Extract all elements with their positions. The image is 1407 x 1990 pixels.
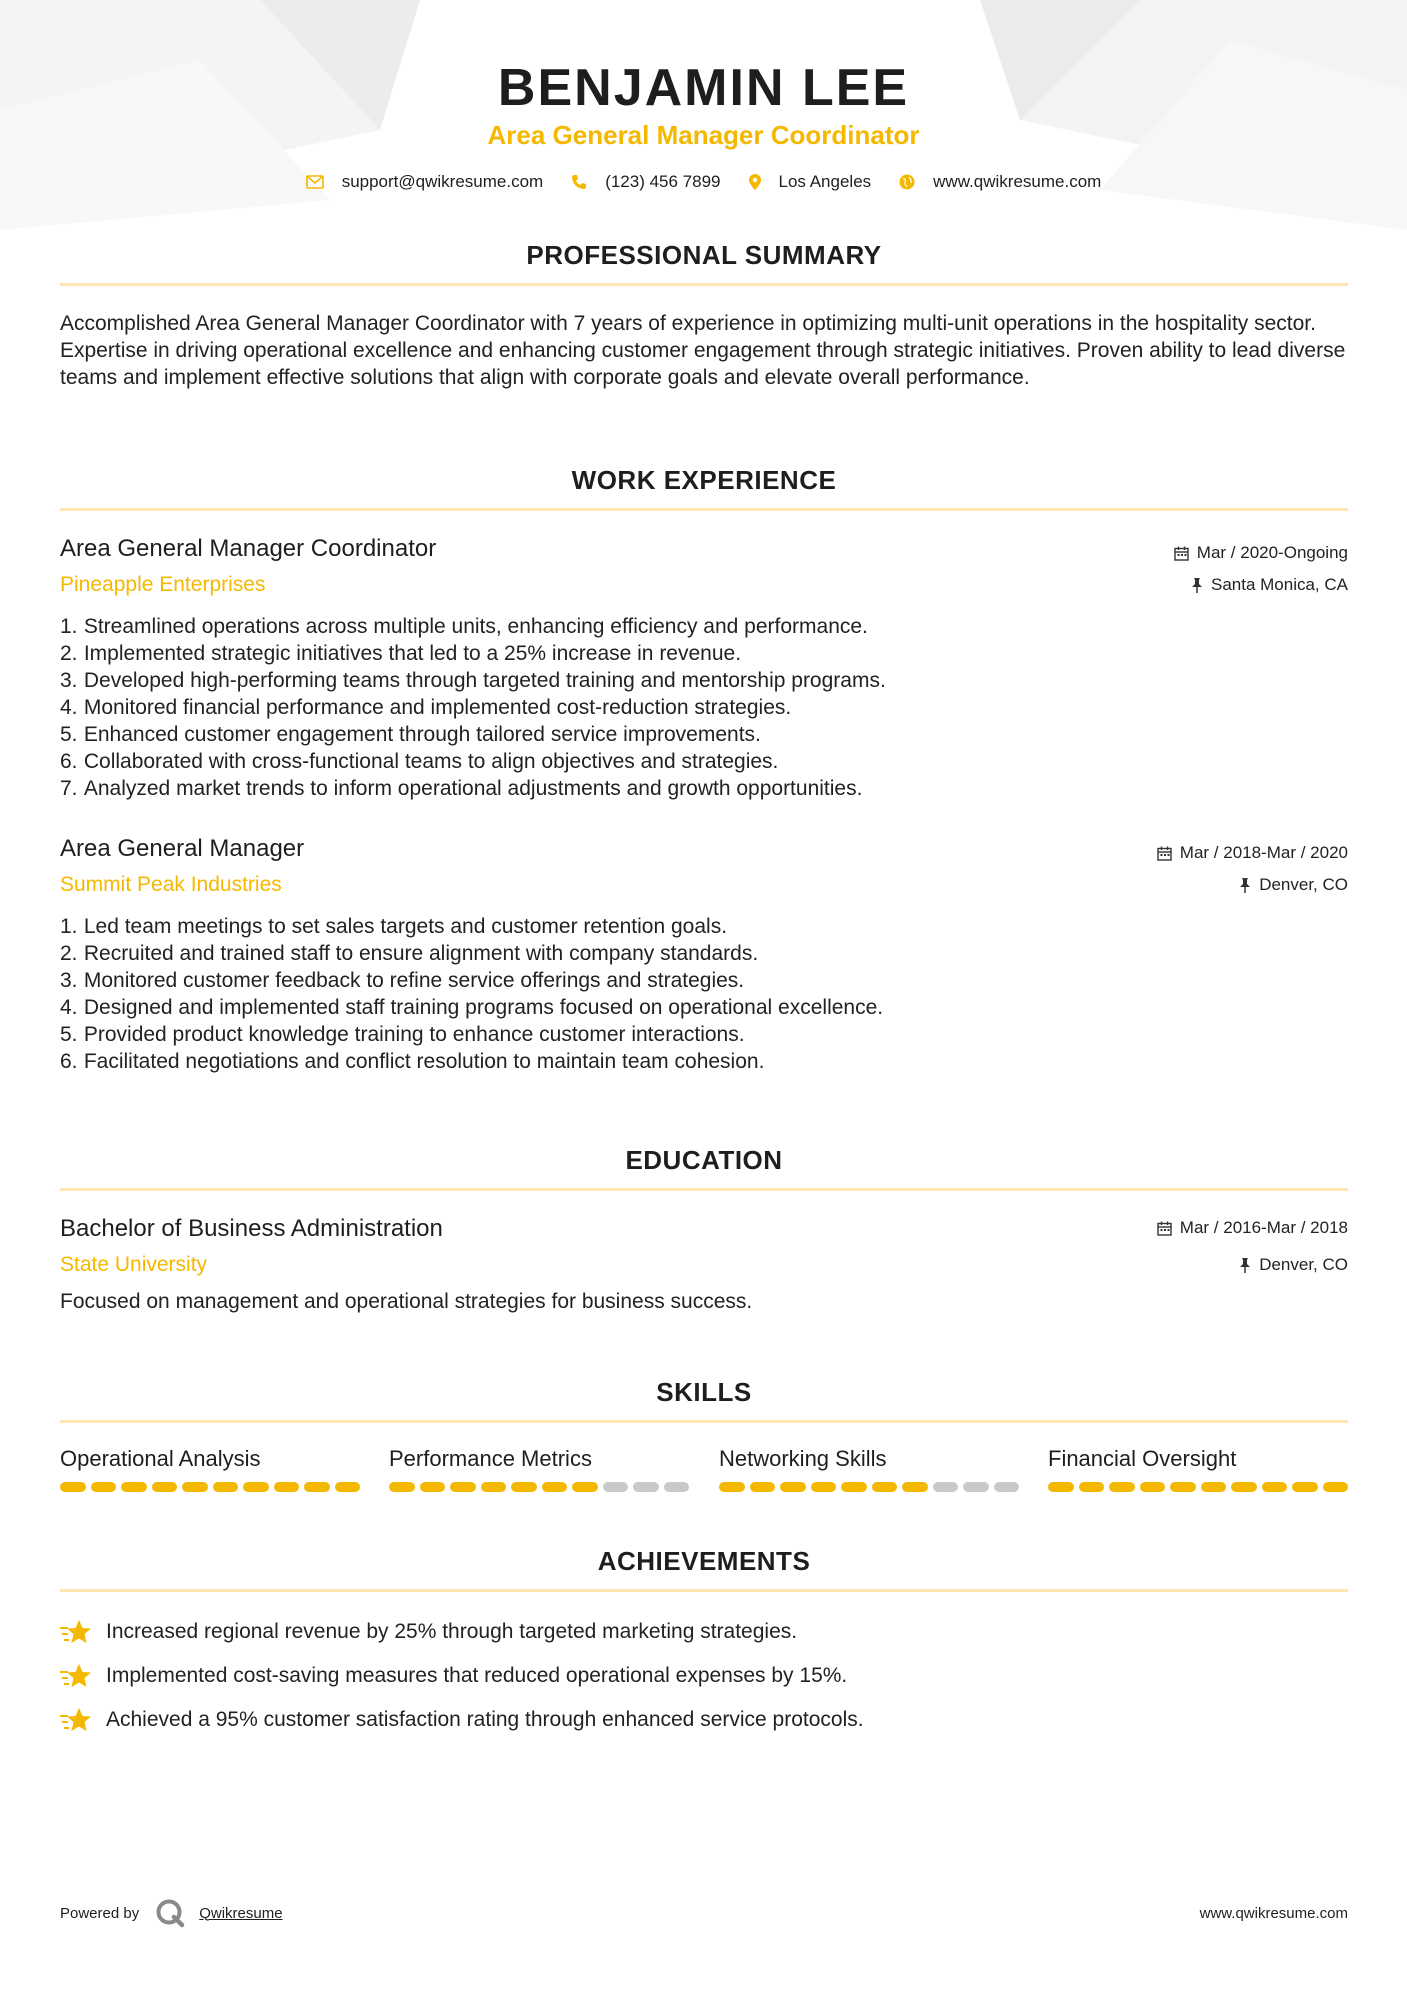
section-divider (60, 1589, 1348, 1592)
candidate-name: BENJAMIN LEE (497, 59, 910, 117)
contact-email[interactable] (306, 172, 544, 192)
list-item: 3. Developed high-performing teams through targeted training and mentorship programs. (60, 669, 886, 692)
contact-website[interactable] (899, 172, 1101, 192)
contact-bar (0, 172, 1407, 192)
education-location (1239, 1255, 1348, 1275)
skill-dot (933, 1482, 959, 1492)
skill-dot (664, 1482, 690, 1492)
skill-name: Operational Analysis (60, 1446, 261, 1471)
skill-dot (1201, 1482, 1227, 1492)
mail-icon (306, 175, 324, 189)
skill-dot (542, 1482, 568, 1492)
job-dates (1174, 543, 1348, 563)
skill-dot (811, 1482, 837, 1492)
list-item: 6. Facilitated negotiations and conflict resolution to maintain team cohesion. (60, 1050, 765, 1073)
achievement-item (60, 1618, 797, 1646)
skill-name: Financial Oversight (1048, 1446, 1237, 1471)
skill-rating (60, 1482, 360, 1492)
footer-brand-link[interactable]: Qwikresume (199, 1904, 283, 1922)
pushpin-icon (1239, 1258, 1251, 1273)
list-item: 6. Collaborated with cross-functional teams to align objectives and strategies. (60, 750, 779, 773)
star-icon (60, 1662, 92, 1690)
star-icon (60, 1618, 92, 1646)
skill-dot (963, 1482, 989, 1492)
skill-dot (213, 1482, 239, 1492)
skill-item (719, 1446, 1019, 1492)
skill-dot (304, 1482, 330, 1492)
pushpin-icon (1239, 878, 1251, 893)
skill-dot (182, 1482, 208, 1492)
skill-dot (1170, 1482, 1196, 1492)
phone-icon (571, 174, 587, 190)
powered-by-label: Powered by (60, 1904, 140, 1922)
skill-dot (60, 1482, 86, 1492)
job-bullets (60, 913, 1348, 1075)
achievement-text: Implemented cost-saving measures that reduced operational expenses by 15%. (106, 1664, 848, 1687)
skill-rating (719, 1482, 1019, 1492)
skill-name: Networking Skills (719, 1446, 887, 1471)
list-item: 5. Enhanced customer engagement through tailored service improvements. (60, 723, 761, 746)
footer-powered-by (60, 1898, 283, 1928)
education-school: State University (60, 1253, 208, 1276)
skill-dot (1292, 1482, 1318, 1492)
skill-dot (121, 1482, 147, 1492)
skill-dot (274, 1482, 300, 1492)
education-dates (1157, 1218, 1348, 1238)
section-divider (60, 508, 1348, 511)
section-title-education: EDUCATION (625, 1145, 783, 1175)
job-bullets (60, 613, 1348, 802)
section-title-skills: SKILLS (656, 1377, 752, 1407)
contact-website-text: www.qwikresume.com (933, 172, 1102, 191)
skill-dot (902, 1482, 928, 1492)
skill-dot (481, 1482, 507, 1492)
skill-dot (1323, 1482, 1349, 1492)
education-location-text: Denver, CO (1259, 1255, 1348, 1274)
achievement-text: Increased regional revenue by 25% through targeted marketing strategies. (106, 1620, 798, 1643)
skill-dot (420, 1482, 446, 1492)
contact-email-text: support@qwikresume.com (341, 172, 544, 191)
list-item: 3. Monitored customer feedback to refine service offerings and strategies. (60, 969, 745, 992)
skill-dot (994, 1482, 1020, 1492)
section-title-achievements: ACHIEVEMENTS (597, 1546, 811, 1576)
location-pin-icon (749, 174, 761, 190)
list-item: 7. Analyzed market trends to inform operational adjustments and growth opportunities. (60, 777, 863, 800)
skill-dot (1231, 1482, 1257, 1492)
skill-dot (1140, 1482, 1166, 1492)
contact-location (749, 172, 872, 192)
job-location-text: Denver, CO (1259, 875, 1348, 894)
section-title-experience: WORK EXPERIENCE (571, 465, 837, 495)
skill-dot (872, 1482, 898, 1492)
summary-text: Accomplished Area General Manager Coordinator with 7 years of experience in optimizing multi-unit operations in the hospitality sector. Expertise in driving operational excellence and enhancing customer engagement through strategic initiatives. Proven ability to lead diverse teams and implement effective solutions that align with corporate goals and elevate overall performance. (60, 312, 1346, 389)
list-item: 2. Implemented strategic initiatives that led to a 25% increase in revenue. (60, 642, 742, 665)
skill-dot (841, 1482, 867, 1492)
job-location-text: Santa Monica, CA (1210, 575, 1348, 594)
skill-rating (389, 1482, 689, 1492)
skill-dot (243, 1482, 269, 1492)
list-item: 4. Designed and implemented staff training programs focused on operational excellence. (60, 996, 884, 1019)
skill-rating (1048, 1482, 1348, 1492)
skill-name: Performance Metrics (389, 1446, 592, 1471)
job-dates-text: Mar / 2020-Ongoing (1196, 543, 1348, 562)
skill-dot (1109, 1482, 1135, 1492)
section-divider (60, 1420, 1348, 1423)
list-item: 1. Led team meetings to set sales targets and customer retention goals. (60, 915, 728, 938)
list-item: 5. Provided product knowledge training to enhance customer interactions. (60, 1023, 745, 1046)
skill-dot (780, 1482, 806, 1492)
job-company: Summit Peak Industries (60, 873, 282, 896)
skill-item (60, 1446, 360, 1492)
skill-dot (750, 1482, 776, 1492)
education-dates-text: Mar / 2016-Mar / 2018 (1179, 1218, 1348, 1237)
skill-dot (572, 1482, 598, 1492)
education-description: Focused on management and operational strategies for business success. (60, 1290, 753, 1313)
pushpin-icon (1191, 578, 1203, 593)
achievement-item (60, 1662, 847, 1690)
education-degree: Bachelor of Business Administration (60, 1215, 443, 1242)
contact-phone[interactable] (571, 172, 720, 192)
skill-dot (1048, 1482, 1074, 1492)
calendar-icon (1157, 846, 1172, 861)
skill-dot (389, 1482, 415, 1492)
job-title: Area General Manager Coordinator (60, 535, 437, 562)
skill-item (1048, 1446, 1348, 1492)
skill-dot (1262, 1482, 1288, 1492)
skill-dot (335, 1482, 361, 1492)
contact-location-text: Los Angeles (778, 172, 872, 191)
globe-icon (899, 174, 915, 190)
skill-dot (719, 1482, 745, 1492)
calendar-icon (1157, 1221, 1172, 1236)
skill-dot (1079, 1482, 1105, 1492)
star-icon (60, 1706, 92, 1734)
skill-dot (91, 1482, 117, 1492)
section-title-summary: PROFESSIONAL SUMMARY (526, 240, 882, 270)
list-item: 4. Monitored financial performance and implemented cost-reduction strategies. (60, 696, 792, 719)
skill-dot (603, 1482, 629, 1492)
skill-dot (633, 1482, 659, 1492)
calendar-icon (1174, 546, 1189, 561)
candidate-role: Area General Manager Coordinator (487, 120, 920, 150)
job-location (1239, 875, 1348, 895)
job-title: Area General Manager (60, 835, 305, 862)
skill-item (389, 1446, 689, 1492)
list-item: 1. Streamlined operations across multiple units, enhancing efficiency and performance. (60, 615, 868, 638)
list-item: 2. Recruited and trained staff to ensure alignment with company standards. (60, 942, 759, 965)
skill-dot (450, 1482, 476, 1492)
job-company: Pineapple Enterprises (60, 573, 266, 596)
job-dates (1157, 843, 1348, 863)
achievement-item (60, 1706, 864, 1734)
skill-dot (511, 1482, 537, 1492)
qwikresume-logo (155, 1898, 185, 1928)
section-divider (60, 283, 1348, 286)
achievement-text: Achieved a 95% customer satisfaction rating through enhanced service protocols. (106, 1708, 864, 1731)
footer-website[interactable]: www.qwikresume.com (1199, 1905, 1348, 1922)
job-dates-text: Mar / 2018-Mar / 2020 (1179, 843, 1348, 862)
skill-dot (152, 1482, 178, 1492)
section-divider (60, 1188, 1348, 1191)
job-location (1191, 575, 1348, 595)
contact-phone-text: (123) 456 7899 (605, 172, 721, 191)
